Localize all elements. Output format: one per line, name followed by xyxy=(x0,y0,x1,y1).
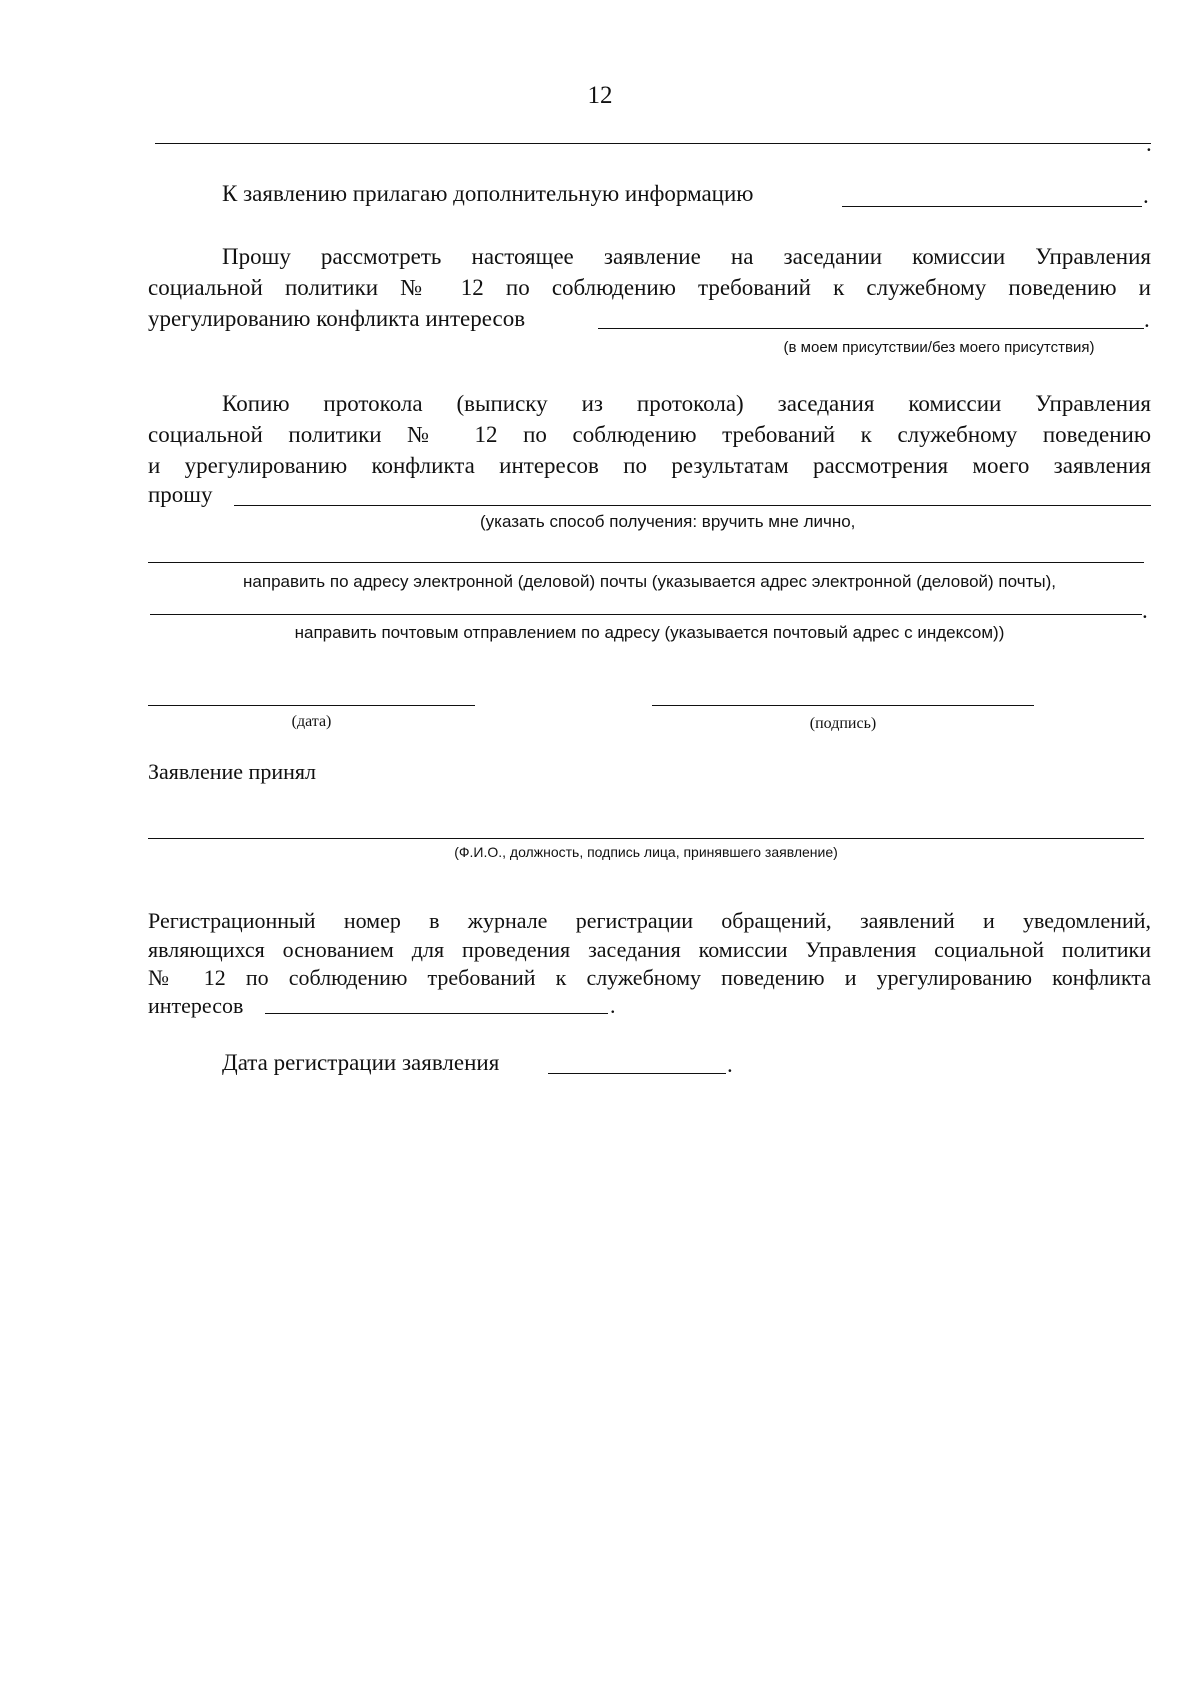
registration-blank xyxy=(265,1013,608,1014)
accepted-blank xyxy=(148,838,1144,839)
copy-hint-1: (указать способ получения: вручить мне лично, xyxy=(480,512,856,531)
consider-hint: (в моем присутствии/без моего присутствия) xyxy=(783,339,1095,356)
registration-line-2: являющихся основанием для проведения заседания комиссии Управления социальной политики xyxy=(148,937,1151,962)
date-blank xyxy=(148,705,475,706)
attach-info-text: К заявлению прилагаю дополнительную информацию xyxy=(222,181,754,206)
consider-line-3: урегулированию конфликта интересов xyxy=(148,306,526,331)
copy-blank-2 xyxy=(148,562,1144,563)
top-line-period: . xyxy=(1146,131,1152,156)
reg-date-blank xyxy=(548,1073,726,1074)
registration-line-1: Регистрационный номер в журнале регистрации обращений, заявлений и уведомлений, xyxy=(148,908,1151,933)
copy-line-1: Копию протокола (выписку из протокола) заседания комиссии Управления xyxy=(222,391,1151,416)
sign-label: (подпись) xyxy=(809,715,877,732)
copy-line-4: прошу xyxy=(148,482,213,507)
copy-line-2: социальной политики № 12 по соблюдению требований к служебному поведению xyxy=(148,422,1151,447)
copy-hint-3: направить почтовым отправлением по адресу (указывается почтовый адрес с индексом)) xyxy=(294,623,1005,642)
sign-blank xyxy=(652,705,1034,706)
copy-hint-2: направить по адресу электронной (деловой) почты (указывается адрес электронной (деловой) почты), xyxy=(243,572,1056,591)
consider-line-2: социальной политики № 12 по соблюдению требований к служебному поведению и xyxy=(148,275,1151,300)
reg-date-label: Дата регистрации заявления xyxy=(222,1050,500,1075)
consider-period: . xyxy=(1144,307,1150,332)
attach-info-blank xyxy=(842,206,1142,207)
accepted-hint: (Ф.И.О., должность, подпись лица, принявшего заявление) xyxy=(454,844,838,860)
top-blank-line xyxy=(155,143,1151,144)
consider-blank xyxy=(598,328,1144,329)
registration-line-4: интересов xyxy=(148,993,244,1018)
copy-blank xyxy=(234,505,1151,506)
copy-line-3: и урегулированию конфликта интересов по результатам рассмотрения моего заявления xyxy=(148,453,1151,478)
page-number: 12 xyxy=(587,82,613,109)
consider-line-1: Прошу рассмотреть настоящее заявление на заседании комиссии Управления xyxy=(222,244,1151,269)
reg-date-period: . xyxy=(727,1052,733,1077)
registration-line-3: № 12 по соблюдению требований к служебному поведению и урегулированию конфликта xyxy=(148,965,1151,990)
registration-period: . xyxy=(610,993,616,1018)
copy-blank-3-period: . xyxy=(1142,598,1148,623)
attach-info-period: . xyxy=(1143,183,1149,208)
copy-blank-3 xyxy=(150,614,1142,615)
accepted-label: Заявление принял xyxy=(148,759,316,784)
date-label: (дата) xyxy=(291,713,332,730)
